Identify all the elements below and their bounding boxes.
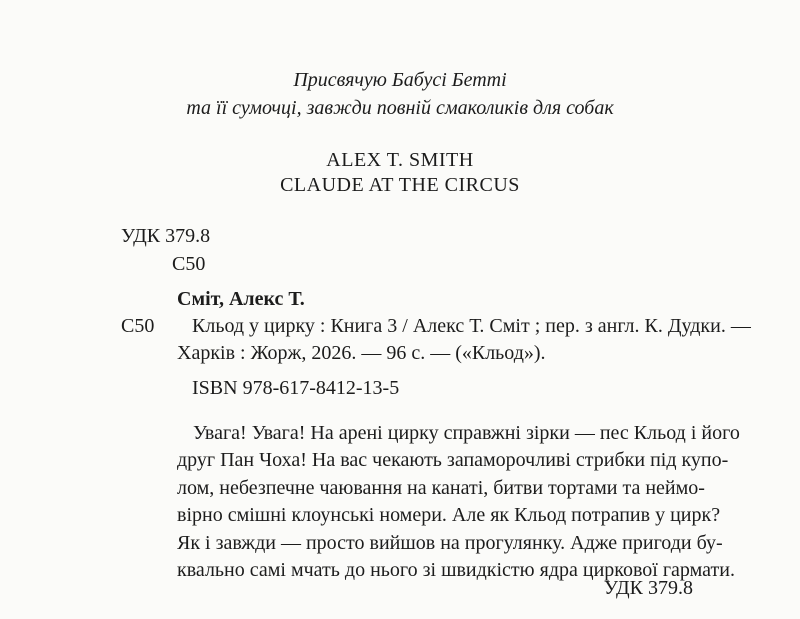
dedication-line-2: та її сумочці, завжди повній смаколиків для собак: [186, 97, 614, 119]
annotation-line: вірно смішні клоунські номери. Але як Кльод потрапив у цирк?: [177, 504, 721, 527]
isbn: ISBN 978-617-8412-13-5: [192, 377, 400, 399]
annotation-line: квально самі мчать до нього зі швидкістю ядра циркової гармати.: [177, 558, 735, 581]
record-description: [192, 314, 751, 338]
annotation-line: Увага! Увага! На арені цирку справжні зірки — пес Кльод і його: [193, 422, 740, 444]
original-title: CLAUDE AT THE CIRCUS: [280, 174, 520, 196]
record-code: С50: [121, 315, 155, 337]
record-heading: Сміт, Алекс Т.: [177, 288, 305, 310]
record-line-1: Кльод у цирку : Книга 3 / Алекс Т. Сміт ; пер. з англ. К. Дудки. —: [192, 315, 751, 337]
annotation: [177, 420, 740, 584]
author-code: С50: [172, 253, 206, 275]
record-line-2: Харків : Жорж, 2026. — 96 с. — («Кльод»).: [177, 342, 546, 364]
footer-udk: УДК 379.8: [603, 577, 693, 599]
udk-code: УДК 379.8: [121, 225, 211, 247]
annotation-line: друг Пан Чоха! На вас чекають запаморочливі стрибки під купо-: [177, 449, 729, 472]
annotation-line: лом, небезпечне чаювання на канаті, битви тортами та неймо-: [177, 476, 705, 499]
annotation-line: Як і завжди — просто вийшов на прогулянку. Адже пригоди бу-: [177, 531, 723, 554]
dedication-line-1: Присвячую Бабусі Бетті: [293, 69, 507, 91]
original-author: ALEX T. SMITH: [326, 149, 474, 171]
